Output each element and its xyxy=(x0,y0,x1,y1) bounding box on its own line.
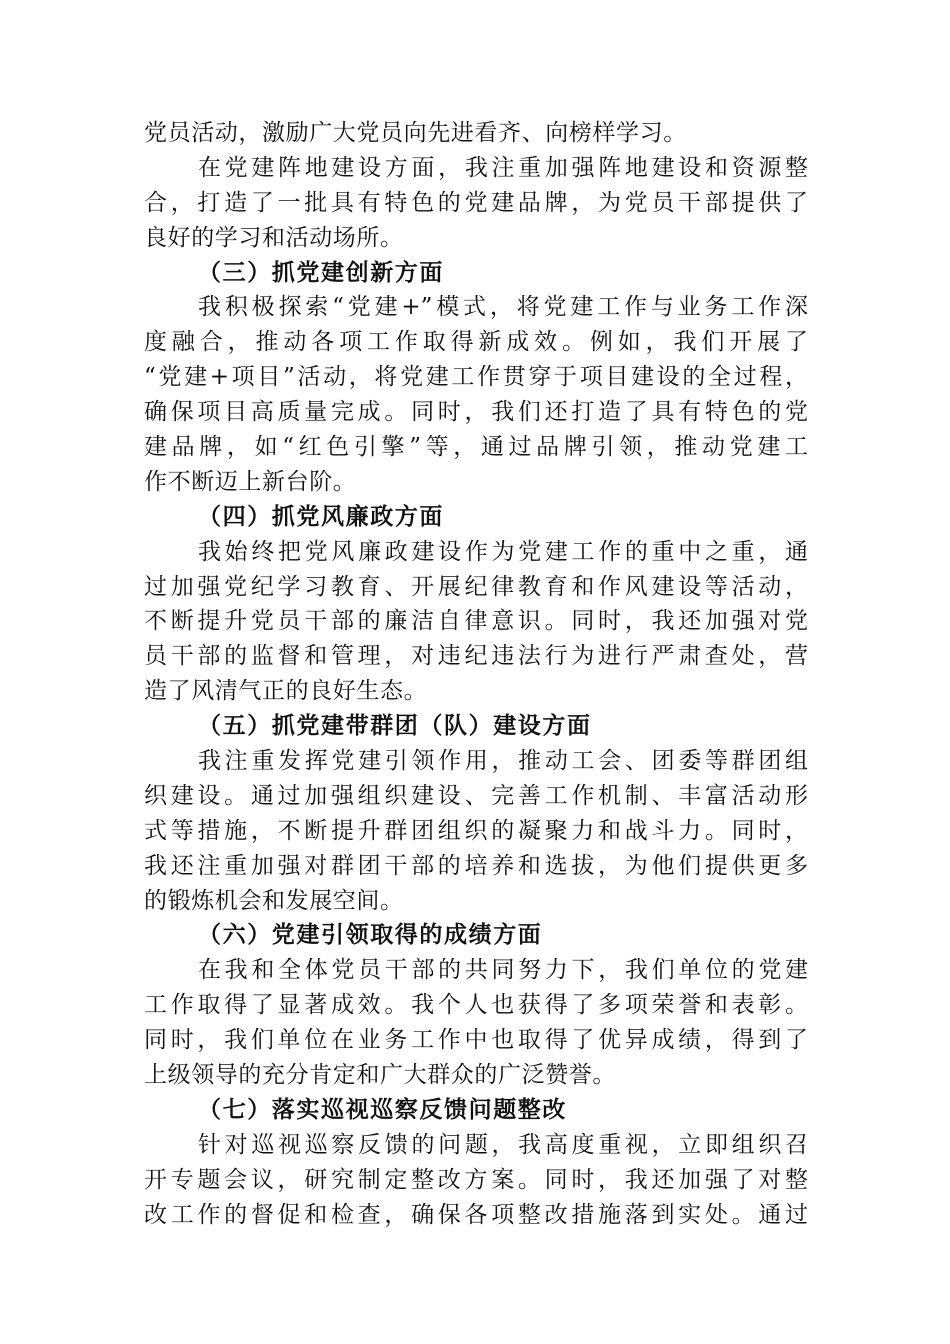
body-text-line: 我还注重加强对群团干部的培养和选拔，为他们提供更多 xyxy=(144,852,808,879)
paragraph-first-line: 我积极探索“党建+”模式，将党建工作与业务工作深 xyxy=(198,294,808,321)
body-text-line: 开专题会议，研究制定整改方案。同时，我还加强了对整 xyxy=(144,1166,808,1193)
paragraph-first-line: 在我和全体党员干部的共同努力下，我们单位的党建 xyxy=(198,957,808,984)
paragraph-first-line: 我注重发挥党建引领作用，推动工会、团委等群团组 xyxy=(198,748,808,775)
body-text-line: 过加强党纪学习教育、开展纪律教育和作风建设等活动， xyxy=(144,573,808,600)
body-text-line: 同时，我们单位在业务工作中也取得了优异成绩，得到了 xyxy=(144,1027,808,1054)
body-text-line: “党建+项目”活动，将党建工作贯穿于项目建设的全过程， xyxy=(144,364,808,391)
body-text-line: 良好的学习和活动场所。 xyxy=(144,224,404,251)
body-text-line: 党员活动，激励广大党员向先进看齐、向榜样学习。 xyxy=(144,120,687,146)
body-text-line: 合，打造了一批具有特色的党建品牌，为党员干部提供了 xyxy=(144,189,808,216)
section-heading: （五）抓党建带群团（队）建设方面 xyxy=(198,712,592,740)
body-text-line: 式等措施，不断提升群团组织的凝聚力和战斗力。同时， xyxy=(144,817,808,844)
body-text-line: 员干部的监督和管理，对违纪违法行为进行严肃查处，营 xyxy=(144,643,808,670)
section-heading: （三）抓党建创新方面 xyxy=(198,258,444,286)
body-text-line: 不断提升党员干部的廉洁自律意识。同时，我还加强对党 xyxy=(144,608,808,635)
body-text-line: 上级领导的充分肯定和广大群众的广泛赞誉。 xyxy=(144,1062,616,1089)
body-text-line: 改工作的督促和检查，确保各项整改措施落到实处。通过 xyxy=(144,1201,808,1228)
body-text-line: 度融合，推动各项工作取得新成效。例如，我们开展了 xyxy=(144,329,808,356)
body-text-line: 工作取得了显著成效。我个人也获得了多项荣誉和表彰。 xyxy=(144,992,808,1019)
body-text-line: 确保项目高质量完成。同时，我们还打造了具有特色的党 xyxy=(144,399,808,426)
paragraph-first-line: 我始终把党风廉政建设作为党建工作的重中之重，通 xyxy=(198,538,808,565)
paragraph-first-line: 在党建阵地建设方面，我注重加强阵地建设和资源整 xyxy=(198,154,808,181)
body-text-line: 作不断迈上新台阶。 xyxy=(144,468,357,495)
section-heading: （七）落实巡视巡察反馈问题整改 xyxy=(198,1095,567,1123)
paragraph-first-line: 针对巡视巡察反馈的问题，我高度重视，立即组织召 xyxy=(198,1131,808,1158)
section-heading: （六）党建引领取得的成绩方面 xyxy=(198,921,543,949)
section-heading: （四）抓党风廉政方面 xyxy=(198,502,444,530)
body-text-line: 的锻炼机会和发展空间。 xyxy=(144,887,404,914)
body-text-line: 织建设。通过加强组织建设、完善工作机制、丰富活动形 xyxy=(144,782,808,809)
document-body xyxy=(144,116,808,1233)
body-text-line: 建品牌，如“红色引擎”等，通过品牌引领，推动党建工 xyxy=(144,434,808,461)
body-text-line: 造了风清气正的良好生态。 xyxy=(144,678,428,705)
